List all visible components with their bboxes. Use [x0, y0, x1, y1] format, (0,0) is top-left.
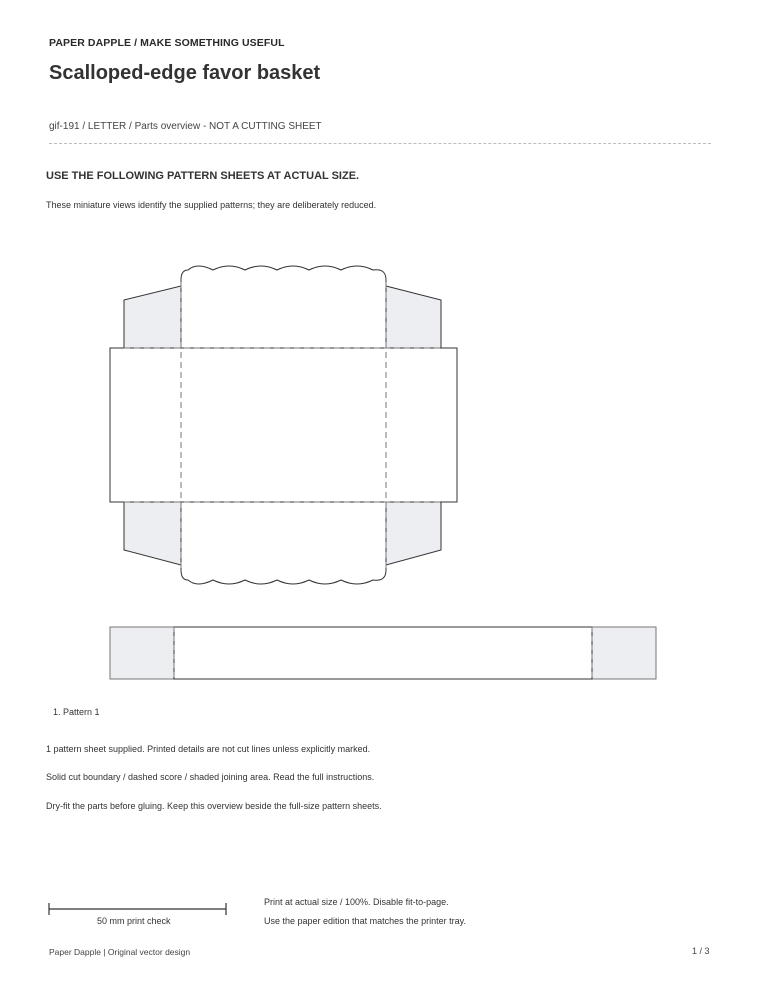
glue-tab-bottom-left	[124, 502, 181, 565]
meta-line: gif-191 / LETTER / Parts overview - NOT A CUTTING SHEET	[49, 121, 322, 132]
intro-text: These miniature views identify the supplied patterns; they are deliberately reduced.	[46, 200, 377, 210]
glue-tab-strip-left	[110, 627, 174, 679]
glue-tab-bottom-right	[386, 502, 441, 565]
note-text: Solid cut boundary / dashed score / shaded joining area. Read the full instructions.	[46, 772, 375, 782]
pattern-caption: 1. Pattern 1	[53, 707, 100, 717]
basket-base-pattern	[110, 266, 457, 584]
glue-tab-top-left	[124, 286, 181, 348]
glue-tab-top-right	[386, 286, 441, 348]
note-text: Dry-fit the parts before gluing. Keep this overview beside the full-size pattern sheets.	[46, 801, 382, 811]
scale-check-label: 50 mm print check	[97, 916, 171, 926]
scalloped-top-panel	[181, 266, 386, 348]
print-instruction: Print at actual size / 100%. Disable fit-to-page.	[264, 897, 449, 907]
brand-line: PAPER DAPPLE / MAKE SOMETHING USEFUL	[49, 37, 285, 49]
footer-credit: Paper Dapple | Original vector design	[49, 947, 191, 957]
handle-strip-pattern	[110, 627, 656, 679]
note-text: 1 pattern sheet supplied. Printed details are not cut lines unless explicitly marked.	[46, 744, 371, 754]
page-title: Scalloped-edge favor basket	[49, 62, 321, 84]
middle-panel	[110, 348, 457, 502]
print-instruction: Use the paper edition that matches the printer tray.	[264, 916, 466, 926]
page-number: 1 / 3	[692, 946, 710, 956]
scalloped-bottom-panel	[181, 502, 386, 584]
glue-tab-strip-right	[592, 627, 656, 679]
scale-bar	[49, 903, 226, 915]
strip-main-panel	[174, 627, 592, 679]
section-heading: USE THE FOLLOWING PATTERN SHEETS AT ACTUAL SIZE.	[46, 170, 360, 182]
